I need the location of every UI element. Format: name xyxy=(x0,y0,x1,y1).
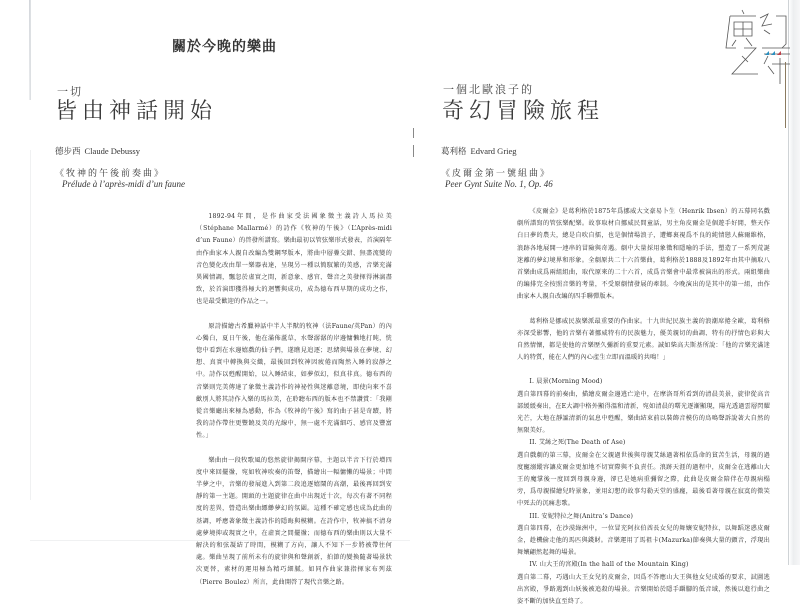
right-work-en: Peer Gynt Suite No. 1, Op. 46 xyxy=(445,179,553,189)
movement-title: III. 安妮特拉之舞(Anitra’s Dance) xyxy=(529,512,634,520)
left-title: 皆由神話開始 xyxy=(55,99,218,124)
composer-zh: 德步西 xyxy=(55,147,81,157)
movement-title: II. 艾絲之死(The Death of Ase) xyxy=(529,439,626,447)
movement-text: 選自第四幕的前奏曲，描繪皮爾金邊逃亡途中，在摩洛哥所看到的清晨美景，旋律從高音部緩緩奏出，在E大調中格外顯得溫和清新，宛如清晨的曙光逐漸顯現，陽光透過雲層閃耀光芒，大地在靜謐清新的氣息中甦醒，樂曲結束前以裝飾音模仿的鳥鳴聲訴說著大自然的無限美好。 xyxy=(517,390,770,435)
left-paragraph-1: 1892-94年間，是作曲家受法國象徵主義詩人馬拉美（Stéphane Mallarmé）的詩作《牧神的午後》（L’Après-midi d’un Faune）的啓發所譜寫。樂曲最初以管弦樂形式發表，首演隔年由作曲家本人親自改編為雙鋼琴版本，將曲中層疊交錯、無盡流變的音色變化改由單一樂器表達，呈現另一種以簡馭繁的美感，音樂充滿異國情調，飄忽於虛實之間，新意象、感官、聲音之美發揮得淋漓盡致，於首演即獲得極大的迴響與成功，成為德布西早期的成功之作，也是最受歡迎的作品之一。 xyxy=(196,213,392,306)
composer-en: Claude Debussy xyxy=(84,146,140,156)
movement-title: I. 晨景(Morning Mood) xyxy=(529,378,603,386)
movement-text: 選自第二幕，巧遇山大王女兒的皮爾金，因爲不答應山大王與他女兒成婚的要求，試圖逃出宮殿，爭路遇到山妖後被追殺的場景。音樂開始於隱手躡腳的低音域，然後以進行曲之姿不斷的加快直至終了。 xyxy=(517,573,770,606)
movement-title: IV. 山大王的宮殿(In the hall of the Mountain King) xyxy=(529,561,689,569)
right-composer xyxy=(441,145,517,157)
program-logo-icon xyxy=(724,4,794,84)
composer-zh: 葛利格 xyxy=(441,147,467,157)
fold-mark-top xyxy=(413,128,414,138)
logo-rule xyxy=(785,62,786,128)
fold-mark-bottom xyxy=(413,145,414,157)
movement-1 xyxy=(517,376,770,437)
left-paragraph-2: 原詩描繪古希臘神話中半人半獸的牧神（法Faune/英Pan）的內心獨白，夏日午後，他在滿佈蘆草，水聲潺潺的岸邊慵懶地打盹，恍惚中看到在水邊嬉戲的仙子們，遂瞧見追逐；思緒與場景在夢境、幻想、真實中轉換與交織，最後回到牧神因疲倦而陶然入睡的寂靜之中。詩作以甦醒開始，以入睡結束，如夢似幻，似真非真。德布西的音樂則完美傳達了象徵主義詩作的神祕性與迷離意境，即使向來不喜歡別人將其詩作入樂的馬拉美，在聆聽布西的版本也不禁讚賞：「我剛從音樂廳出來極為感動，作為《牧神的午後》寫的曲子甚是奇蹟，將我的詩作帶往更豐饒及美的光線中，無一處不充滿細巧、感官及豐富性。」 xyxy=(196,322,392,440)
right-title: 奇幻冒險旅程 xyxy=(442,99,605,124)
page-edge-left xyxy=(30,0,31,100)
movement-text: 選自第四幕，在沙漠綠洲中，一位冒充阿拉伯酋長女兒的舞孃安妮特拉，以舞蹈迷惑皮爾金，趁機偷走他的馬匹與錢財。音樂運用了馬祖卡(Mazurka)節奏與大量的顫音，浮現出舞孃翩然起舞的場景。 xyxy=(517,524,770,557)
movement-2 xyxy=(517,437,770,510)
page-border-left xyxy=(30,150,31,500)
composer-en: Edvard Grieg xyxy=(470,146,517,156)
left-kicker: 一切 xyxy=(57,85,83,98)
movement-4 xyxy=(517,559,770,608)
section-header: 關於今晚的樂曲 xyxy=(172,39,277,55)
right-body xyxy=(517,206,770,608)
left-work-zh: 《牧神的午後前奏曲》 xyxy=(55,169,166,179)
movement-text: 選自戲劇的第三幕，皮爾金在父親過世後與母親艾絲過著相依爲命的貧苦生活，母親的過度寵溺縱容讓皮爾金更加地不切實際與不負責任。浪跡天涯的過程中，皮爾金在逃離山大王的魔掌後一度回到母親身邊，卻已是她病重彌留之際，此曲是皮爾金陪伴在母親病榻旁，爲母親描繪兒時景象，並用幻想的故事勾勒天堂的盛龐，最後看著母親在寂寞的微笑中死去的沉痛悲歌。 xyxy=(517,451,770,508)
left-composer xyxy=(55,145,140,157)
right-work-zh: 《皮爾金第一號組曲》 xyxy=(441,169,552,179)
left-work-en: Prélude à l’après-midi d’un faune xyxy=(62,179,185,189)
right-paragraph-2: 葛利格是挪威民族樂派最重要的作曲家。十九世紀民族主義的浪潮席捲全歐，葛利格亦深受影響，他的音樂有著挪威特有的民族魅力，優美親切的曲調、特有的抒情色彩與大自然情懷，都是使他的音樂歷久彌新的重要元素。誠如柴高夫斯基所說：「他的音樂充滿迷人的特質，能在人們的內心產生立即而溫暖的共鳴！」 xyxy=(517,317,770,362)
left-paragraph-3: 樂曲由一段牧歌風的悠然旋律揭開序幕，主題以半音下行於增四度中來回擺盪，宛如牧神吹奏的笛聲，描繪出一幅慵懶的場景；中間半夢之中，音樂的發展進入到第二段追逐嬉鬧的高潮，最後再回到安靜的第一主題。開頭的主題旋律在曲中出現近十次，每次有著不同程度的差異，營造出樂曲縹緲夢幻的氛圍。這種不確定感也成為此曲的基調，呼應著象徵主義詩作的隱晦與模糊。在詩作中，牧神搞不清身處夢境抑或現實之中，在虛實之間擺盪；而德布西的樂曲則以大量不解決的和弦凝結了時間，模糊了方向，讓人不知下一步將被帶往何處。樂曲呈現了前所未有的旋律與和聲創新，拍節的變換隨著場景狀次更替，素材的運用極為精巧細膩。如同作曲家兼指揮家布列茲（Pierre Boulez）所言，此曲開啓了現代音樂之路。 xyxy=(196,456,392,586)
right-kicker: 一個北歐浪子的 xyxy=(443,83,534,96)
left-body xyxy=(196,211,392,601)
right-page-edge xyxy=(789,0,800,565)
movement-3 xyxy=(517,511,770,560)
right-paragraph-1: 《皮爾金》是葛利格於1875年爲挪威大文豪易卜生（Henrik Ibsen）的五幕同名戲劇所譜寫的管弦樂配樂。故事取材自挪威民間童話，男主角皮爾金是個遊手好閒，整天作白日夢的農夫，總是自吹自擂，也是個情場浪子，遭鄉裏視爲不良的純情戀人蘇爾維格，浪跡各地展開一連串的冒險與奇遇。劇中大量採用象徵和隱喻的手法，塑造了一系列荒誕迷離的夢幻境界和形象。全劇原共二十六首樂曲，葛利格於1888及1892年由其中摘取八首樂曲成爲兩組組曲，取代原來的二十六首，成爲音樂會中最常被演出的形式。兩組樂曲的編排完全按照音樂的考量，不受原劇情發展的牽制。今晚演出的是其中的第一組，由作曲家本人親自改編的四手聯彈版本。 xyxy=(517,208,770,301)
